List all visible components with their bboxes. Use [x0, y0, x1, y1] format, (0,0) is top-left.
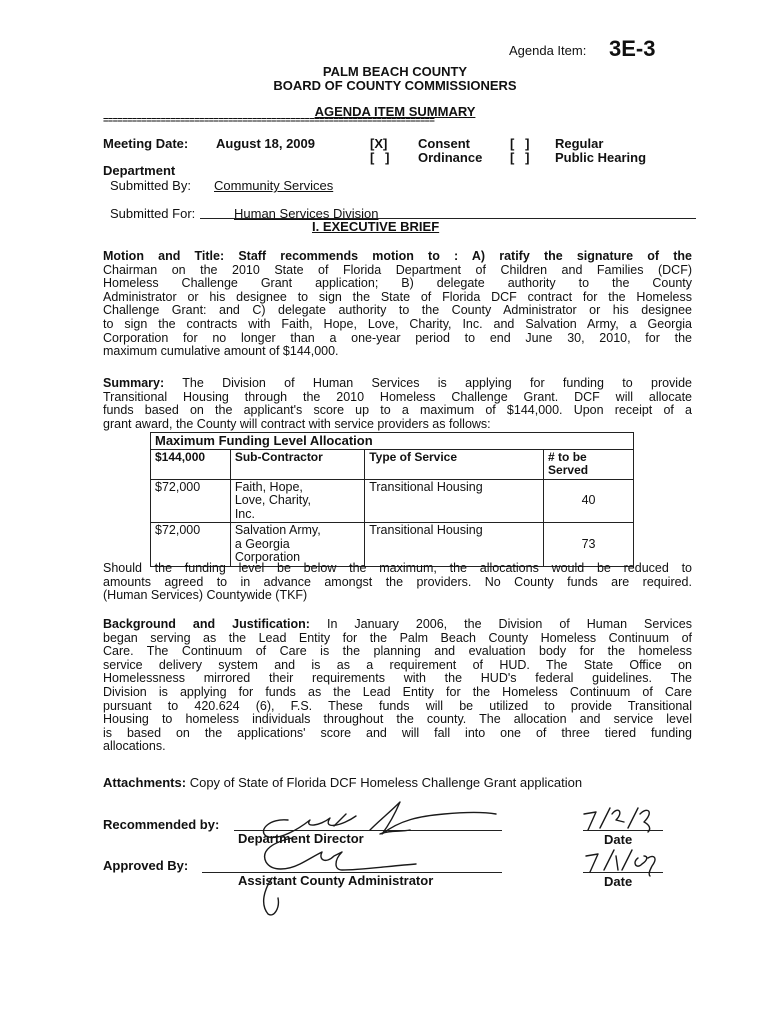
consent-label: Consent — [418, 136, 470, 151]
background-line-5: Homelessness mirrored their requirements with the HUD's federal guidelines. The — [103, 671, 692, 686]
recommended-signature-stroke — [334, 802, 496, 834]
recommended-by-label: Recommended by: — [103, 817, 220, 832]
hearing-label: Public Hearing — [555, 150, 647, 165]
row-service: Transitional Housing — [365, 523, 544, 567]
attachments-text: Copy of State of Florida DCF Homeless Challenge Grant application — [189, 775, 583, 790]
motion-paragraph — [103, 250, 692, 359]
motion-line-1: Staff recommends motion to : A) ratify the signature of the — [238, 249, 692, 263]
recommended-date-stroke — [584, 808, 650, 832]
county-name: PALM BEACH COUNTY — [322, 64, 468, 79]
ordinance-checkbox[interactable]: [ ] — [370, 150, 390, 165]
background-line-9: is based on the applications' score and will fall into one of three tiered funding — [103, 725, 692, 740]
row-amount: $72,000 — [151, 523, 231, 567]
background-paragraph — [103, 618, 692, 754]
consent-checkbox[interactable]: [X] — [370, 136, 388, 151]
motion-line-7: Corporation for no longer than a one-year period to end June 30, 2010, for the — [103, 330, 692, 345]
submitted-by-value: Community Services — [214, 178, 334, 193]
summary-line-2: Transitional Housing through the 2010 Homeless Challenge Grant. DCF will allocate — [103, 389, 692, 404]
motion-line-4: Administrator or his designee to sign the State of Florida DCF contract for the Homeless — [103, 289, 692, 304]
row-served: 40 — [544, 479, 634, 523]
submitted-by-label: Submitted By: — [110, 178, 191, 193]
agenda-item-label: Agenda Item: — [509, 43, 587, 58]
approved-title: Assistant County Administrator — [238, 873, 434, 888]
handwritten-signatures — [230, 790, 520, 920]
funding-note-line-1: Should the funding level be below the maximum, the allocations would be reduced to — [103, 561, 692, 575]
executive-brief-title: I. EXECUTIVE BRIEF — [312, 219, 440, 234]
attachments-label: Attachments: — [103, 775, 187, 790]
recommended-title: Department Director — [238, 831, 364, 846]
approved-signature-stroke — [265, 838, 416, 870]
approved-date-stroke — [586, 850, 655, 876]
summary-title: AGENDA ITEM SUMMARY — [314, 104, 476, 119]
regular-checkbox[interactable]: [ ] — [510, 136, 530, 151]
background-line-7: pursuant to 420.624 (6), F.S. These funds will be utilized to provide Transitional — [103, 698, 692, 713]
contractor-line: Corporation — [234, 550, 301, 564]
funding-note-line-3: (Human Services) Countywide (TKF) — [103, 588, 308, 603]
background-line-3: Care. The Continuum of Care is the planning and evaluation body for the homeless — [103, 644, 692, 659]
motion-line-8: maximum cumulative amount of $144,000. — [103, 344, 339, 359]
handwritten-dates — [578, 800, 668, 880]
table-row — [151, 523, 634, 567]
table-title: Maximum Funding Level Allocation — [151, 433, 634, 450]
contractor-line: a Georgia — [234, 536, 290, 551]
summary-line-3: funds based on the applicant's score up to a maximum of $144,000. Upon receipt of a — [103, 403, 692, 418]
contractor-line: Salvation Army, — [234, 523, 321, 537]
department-rule — [200, 218, 696, 219]
board-name: BOARD OF COUNTY COMMISSIONERS — [273, 78, 517, 93]
meeting-date-label: Meeting Date: — [103, 136, 189, 151]
attachments — [103, 775, 582, 790]
summary-line-4: grant award, the County will contract with service providers as follows: — [103, 416, 491, 431]
contractor-line: Faith, Hope, — [234, 479, 303, 494]
summary-line-1: The Division of Human Services is applying for funding to provide — [182, 376, 692, 390]
contractor-line: Inc. — [234, 506, 255, 521]
motion-line-2: Chairman on the 2010 State of Florida Department of Children and Families (DCF) — [103, 262, 692, 277]
table-header-amount: $144,000 — [151, 449, 231, 479]
table-header-service: Type of Service — [365, 449, 544, 479]
funding-note-line-2: amounts agreed to in advance amongst the providers. No County funds are required. — [103, 574, 692, 589]
regular-label: Regular — [555, 136, 604, 151]
recommended-date-label: Date — [604, 832, 633, 847]
double-rule: ===================================================================== — [103, 116, 435, 126]
row-served: 73 — [544, 523, 634, 567]
recommended-signature-stroke — [263, 816, 356, 837]
background-line-8: Housing to homeless individuals throughout the county. The allocation and service level — [103, 712, 692, 727]
department-label: Department — [103, 163, 176, 178]
contractor-line: Love, Charity, — [234, 493, 312, 507]
background-label: Background and Justification: — [103, 617, 310, 631]
ordinance-label: Ordinance — [418, 150, 483, 165]
approved-date-label: Date — [604, 874, 633, 889]
motion-line-3: Homeless Challenge Grant application; B) delegate authority to the County — [103, 276, 692, 291]
summary-label: Summary: — [103, 376, 165, 390]
background-line-10: allocations. — [103, 739, 166, 754]
row-service: Transitional Housing — [365, 479, 544, 523]
row-contractor — [230, 479, 364, 523]
approved-by-label: Approved By: — [103, 858, 189, 873]
background-line-1: In January 2006, the Division of Human Services — [326, 617, 692, 631]
submitted-for-label: Submitted For: — [110, 206, 196, 221]
motion-line-6: to sign the contracts with Faith, Hope, Love, Charity, Inc. and Salvation Army, a Georgia — [103, 316, 692, 331]
table-header-served: # to be Served — [544, 449, 634, 479]
motion-label: Motion and Title: — [103, 249, 225, 263]
funding-note — [103, 562, 692, 603]
table-row — [151, 479, 634, 523]
table-header-contractor: Sub-Contractor — [230, 449, 364, 479]
submitted-for-value: Human Services Division — [234, 206, 379, 221]
summary-paragraph — [103, 377, 692, 431]
meeting-date: August 18, 2009 — [216, 136, 315, 151]
agenda-item-number: 3E-3 — [609, 36, 656, 61]
allocation-table — [150, 432, 634, 567]
hearing-checkbox[interactable]: [ ] — [510, 150, 530, 165]
background-line-4: service delivery system and is as a requirement of HUD. The State Office on — [103, 657, 692, 672]
row-contractor — [230, 523, 364, 567]
row-amount: $72,000 — [151, 479, 231, 523]
approved-signature-stroke — [264, 878, 279, 915]
background-line-2: began serving as the Lead Entity for the Palm Beach County Homeless Continuum of — [103, 630, 692, 645]
motion-line-5: Challenge Grant: and C) delegate authority to the County Administrator or his designee — [103, 303, 692, 318]
background-line-6: Division is applying for funds as the Lead Entity for the Homeless Continuum of Care — [103, 684, 692, 699]
